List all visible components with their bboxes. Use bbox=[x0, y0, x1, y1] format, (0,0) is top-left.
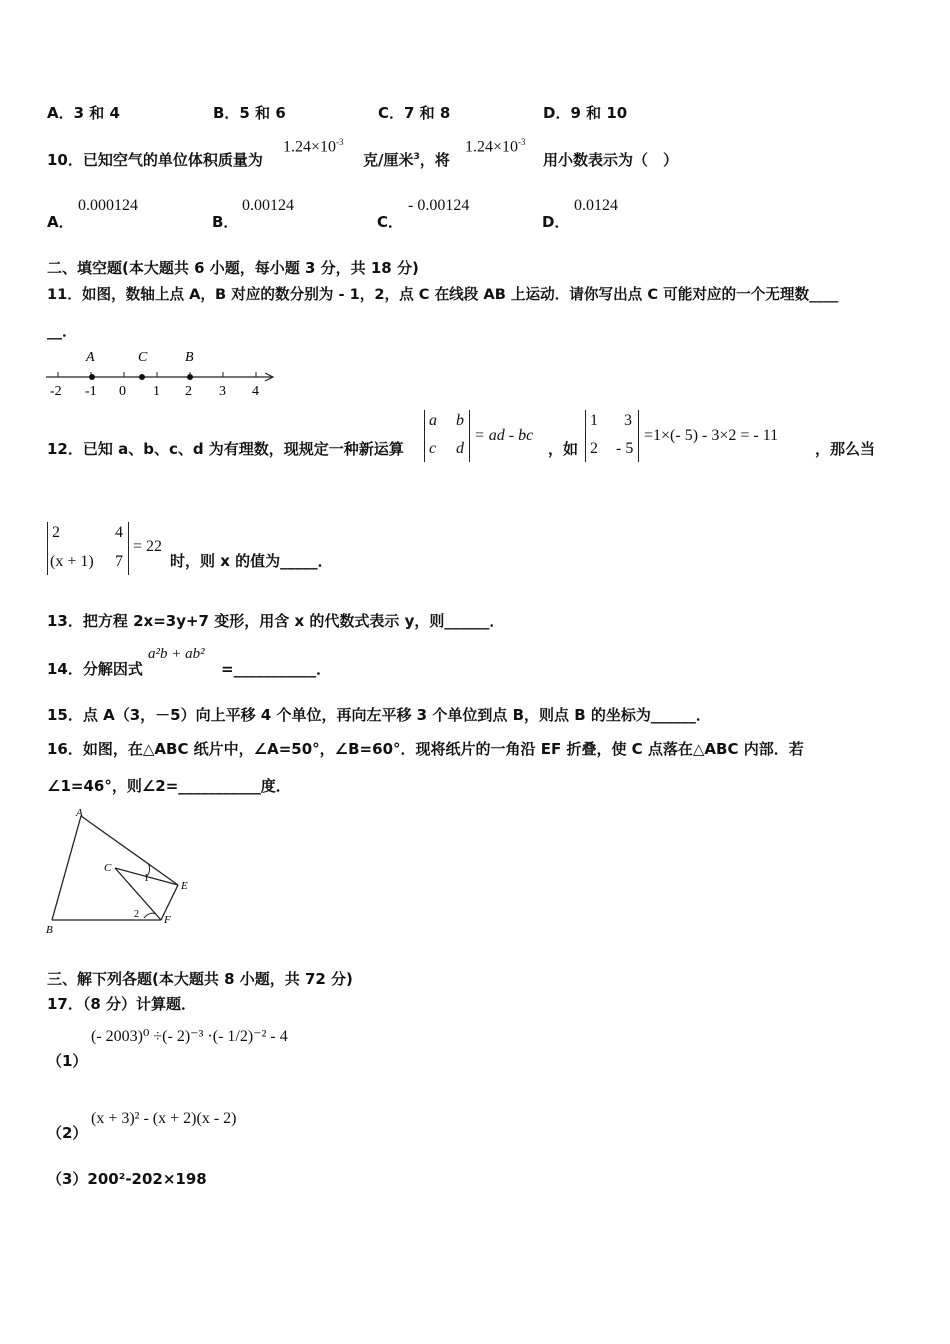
q17-part1-expression: (- 2003)⁰ ÷(- 2)⁻³ ·(- 1/2)⁻² - 4 bbox=[91, 1028, 288, 1045]
q10-option-c-letter: C． bbox=[377, 213, 404, 231]
q10-option-d-value: 0.0124 bbox=[574, 197, 618, 214]
vertex-b-label: B bbox=[46, 924, 53, 935]
point-c-dot bbox=[139, 374, 145, 380]
q12-then: ，那么当 bbox=[815, 440, 876, 458]
point-a-label: A bbox=[86, 350, 95, 365]
q11-line1: 11．如图，数轴上点 A，B 对应的数分别为 - 1，2，点 C 在线段 AB 上运动．请你写出点 C 可能对应的一个无理数____ bbox=[47, 286, 839, 303]
q10-value-sci-2: $1.24\times 10^{-3}$ bbox=[465, 137, 526, 156]
q10-unit: 克/厘米$^3$，将 bbox=[363, 151, 450, 169]
determinant-example: 1 3 2 - 5 bbox=[585, 410, 639, 462]
q17-part2-expression: (x + 3)² - (x + 2)(x - 2) bbox=[91, 1110, 237, 1127]
q12-answer-blank: 时，则 x 的值为_____． bbox=[170, 552, 333, 570]
q15: 15．点 A（3，－5）向上平移 4 个单位，再向左平移 3 个单位到点 B，则点 B 的坐标为______． bbox=[47, 706, 711, 724]
q10-stem: 10．已知空气的单位体积质量为 bbox=[47, 151, 263, 169]
q10-option-a-value: 0.000124 bbox=[78, 197, 138, 214]
q13: 13．把方程 2x=3y+7 变形，用含 x 的代数式表示 y，则______． bbox=[47, 612, 505, 630]
q9-option-a: A．3 和 4 bbox=[47, 104, 120, 122]
q14-expression: a²b + ab² bbox=[148, 646, 205, 662]
q16-line1: 16．如图，在△ABC 纸片中，∠A=50°，∠B=60°．现将纸片的一角沿 EF 折叠，使 C 点落在△ABC 内部．若 bbox=[47, 740, 804, 758]
point-a-dot bbox=[89, 374, 95, 380]
determinant-example-result: =1×(- 5) - 3×2 = - 11 bbox=[644, 427, 779, 444]
q9-option-b: B．5 和 6 bbox=[213, 104, 286, 122]
determinant-condition-value: = 22 bbox=[133, 538, 163, 555]
q14-suffix: =___________． bbox=[221, 660, 332, 678]
q10-option-a-letter: A． bbox=[47, 213, 74, 231]
angle-2-arc bbox=[144, 913, 156, 918]
side-ae bbox=[81, 816, 178, 885]
q12-stem: 12．已知 a、b、c、d 为有理数，现规定一种新运算 bbox=[47, 440, 404, 458]
q10-option-c-value: - 0.00124 bbox=[408, 197, 470, 214]
q10-value-sci: $1.24\times 10^{-3}$ bbox=[283, 137, 344, 156]
q9-option-c: C．7 和 8 bbox=[378, 104, 451, 122]
q9-option-d: D．9 和 10 bbox=[543, 104, 628, 122]
determinant-rule: = ad - bc bbox=[474, 427, 534, 444]
tick-label: -1 bbox=[85, 384, 97, 399]
q10-ask: 用小数表示为（ ） bbox=[543, 151, 679, 169]
section2-heading: 二、填空题(本大题共 6 小题，每小题 3 分，共 18 分) bbox=[47, 259, 419, 277]
q12-example-word: ，如 bbox=[548, 440, 579, 458]
angle-1-label: 1 bbox=[144, 873, 149, 884]
q17-part1-label: （1） bbox=[47, 1052, 88, 1070]
q17-part3: （3）200²-202×198 bbox=[47, 1170, 207, 1188]
q17-part2-label: （2） bbox=[47, 1124, 88, 1142]
number-line-figure bbox=[40, 345, 285, 400]
q16-line2: ∠1=46°，则∠2=___________度． bbox=[47, 777, 291, 795]
q10-option-b-value: 0.00124 bbox=[242, 197, 294, 214]
tick-label: 4 bbox=[252, 384, 259, 399]
q10-option-b-letter: B． bbox=[212, 213, 239, 231]
side-ab bbox=[52, 816, 81, 920]
tick-label: 2 bbox=[185, 384, 192, 399]
tick-label: 3 bbox=[219, 384, 226, 399]
determinant-definition: a b c d bbox=[424, 410, 470, 462]
vertex-a-label: A bbox=[76, 807, 83, 819]
tick-label: -2 bbox=[50, 384, 62, 399]
q10-option-d-letter: D． bbox=[542, 213, 570, 231]
point-b-label: B bbox=[185, 350, 194, 365]
q17-title: 17．（8 分）计算题． bbox=[47, 995, 197, 1013]
angle-2-label: 2 bbox=[134, 909, 139, 920]
section3-heading: 三、解下列各题(本大题共 8 小题，共 72 分) bbox=[47, 970, 353, 988]
determinant-condition: 2 4 (x + 1) 7 bbox=[47, 522, 129, 575]
point-b-dot bbox=[187, 374, 193, 380]
tick-label: 0 bbox=[119, 384, 126, 399]
vertex-f-label: F bbox=[164, 914, 171, 926]
q11-line2: __． bbox=[47, 322, 78, 340]
tick-label: 1 bbox=[153, 384, 160, 399]
q14-prefix: 14．分解因式 bbox=[47, 660, 143, 678]
vertex-e-label: E bbox=[181, 880, 188, 892]
triangle-fold-figure bbox=[40, 805, 190, 935]
point-c-label: C bbox=[138, 350, 148, 365]
vertex-c-label: C bbox=[104, 862, 112, 874]
